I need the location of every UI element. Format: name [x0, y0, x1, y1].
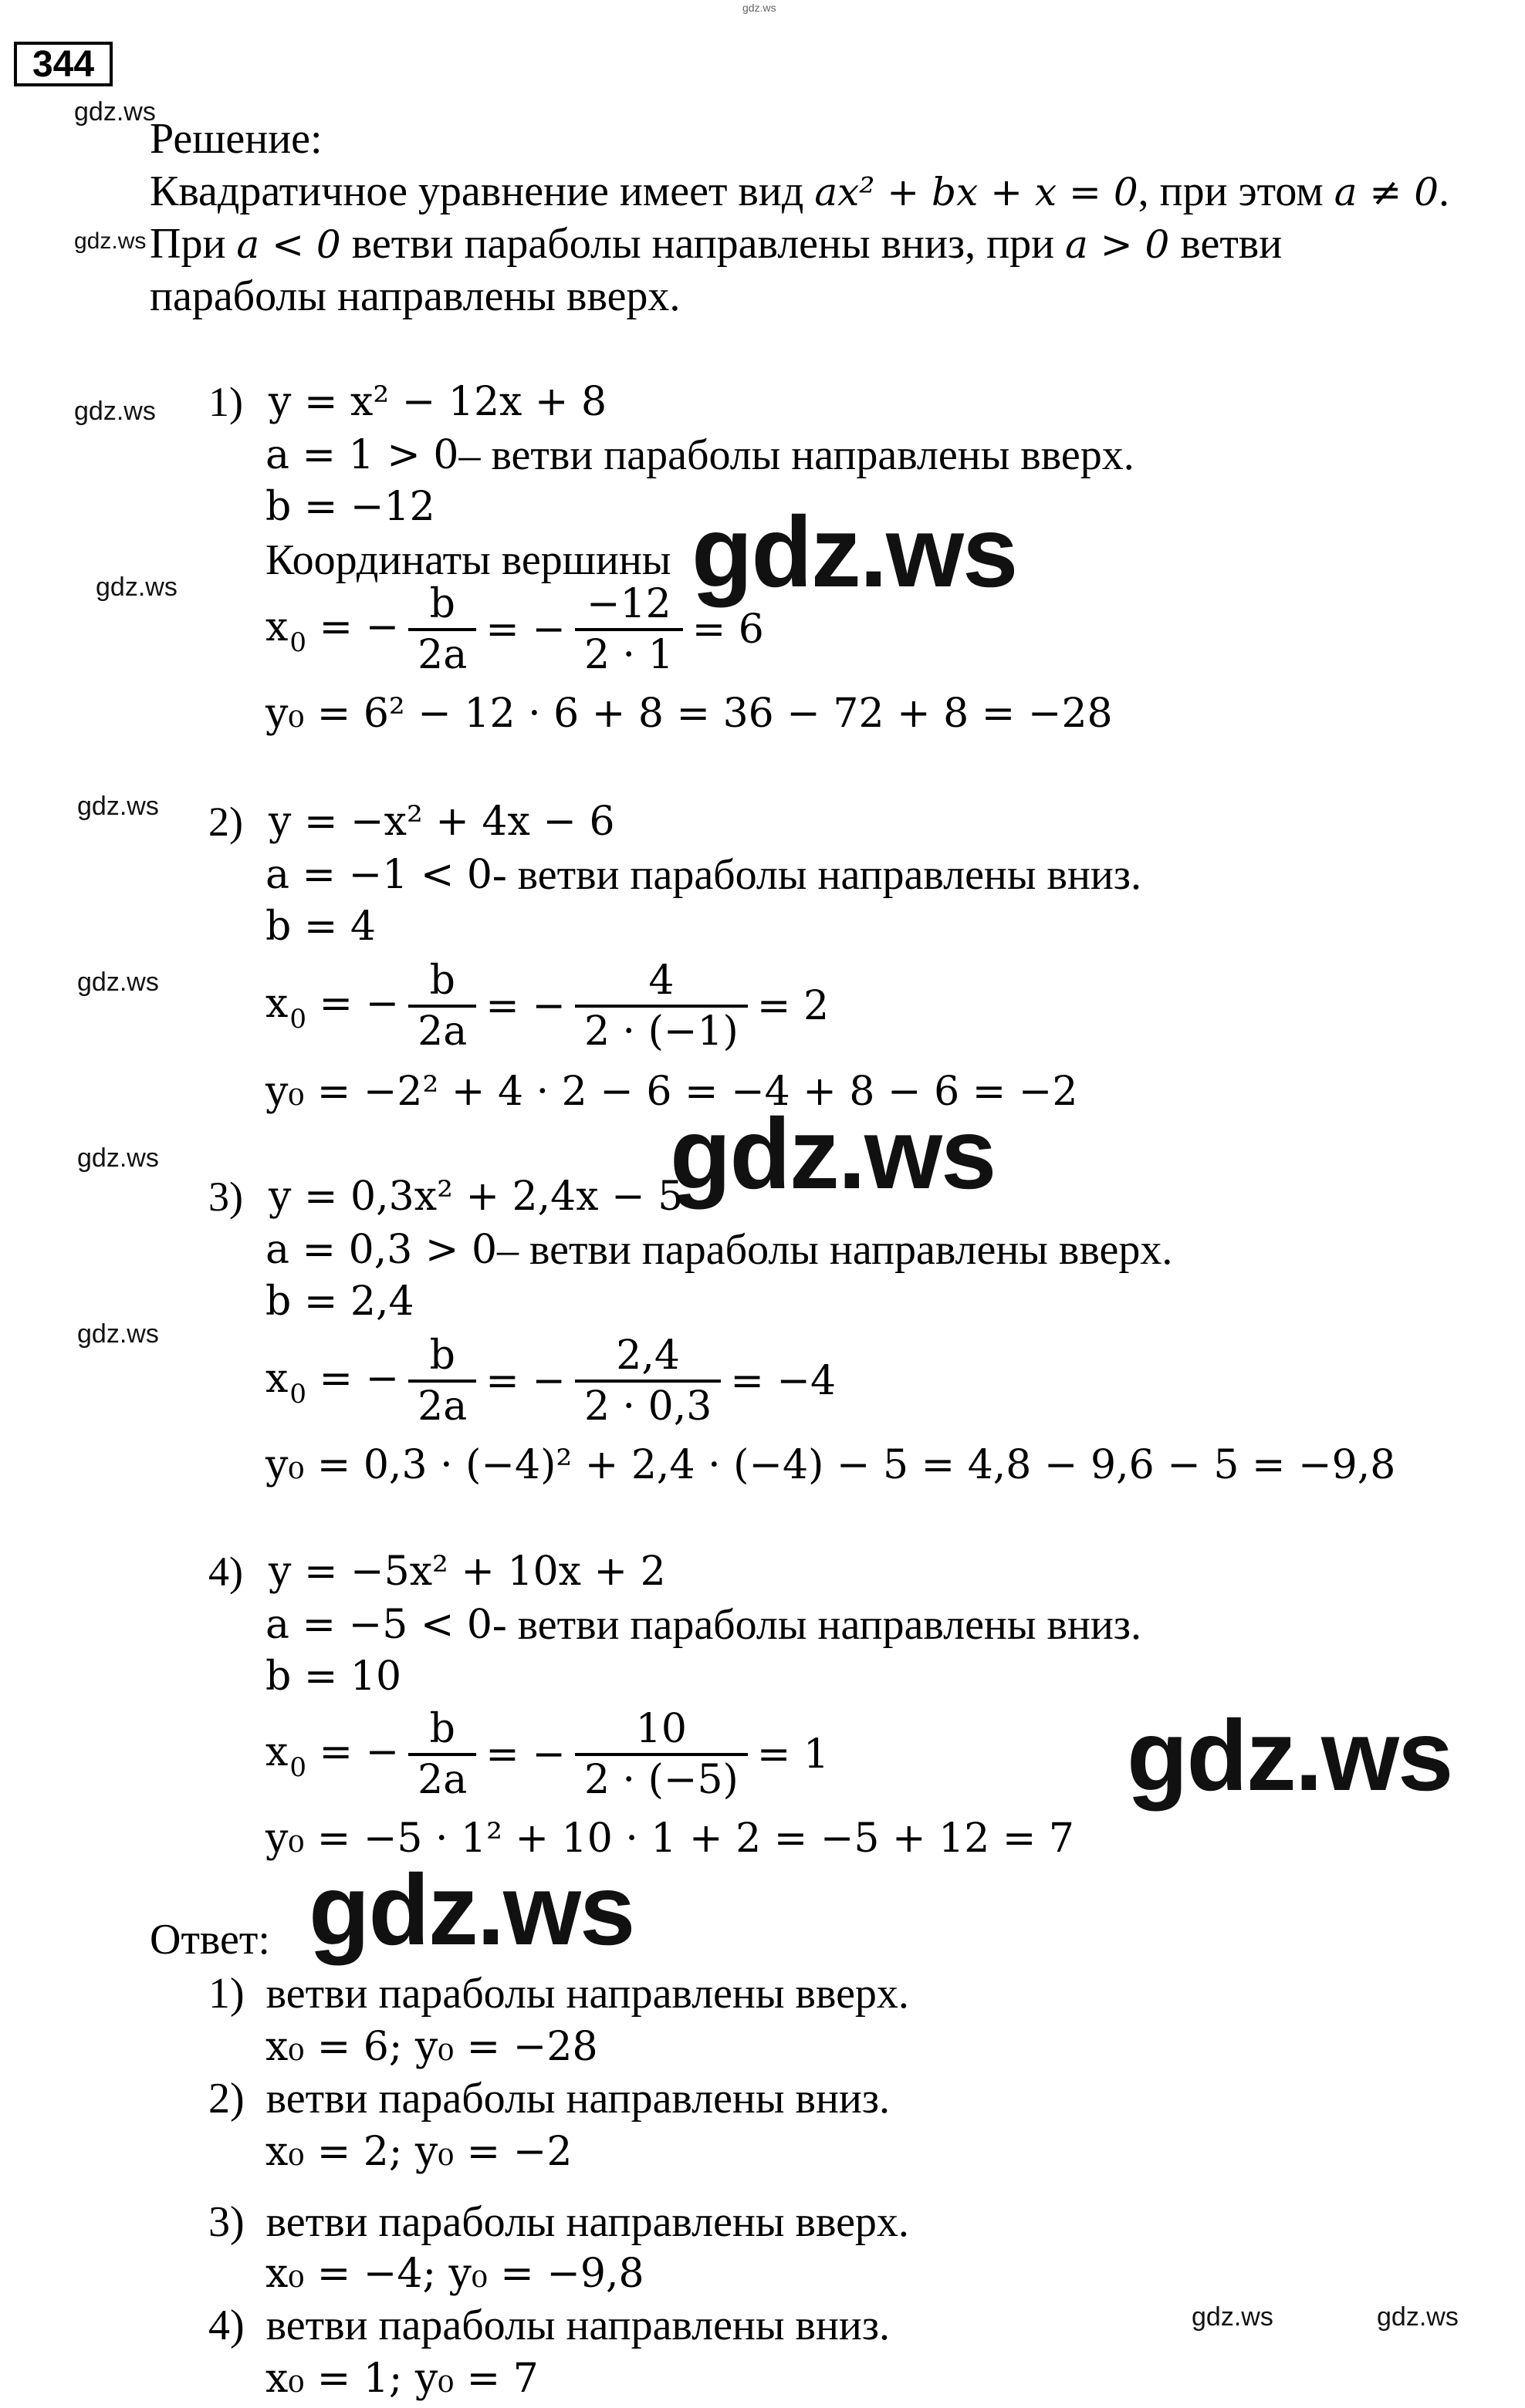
fraction: $\frac{-12}{2 \cdot 1}$: [575, 580, 683, 679]
item-2-y0: y₀ = −2² + 4 · 2 − 6 = −4 + 8 − 6 = −2: [265, 1069, 1078, 1115]
watermark-large: gdz.ws: [309, 1853, 634, 1966]
watermark-large: gdz.ws: [670, 1097, 996, 1210]
answer-1-text: 1) ветви параболы направлены вверх.: [208, 1970, 909, 2018]
answer-2-text: 2) ветви параболы направлены вниз.: [208, 2075, 891, 2123]
fraction: $\frac{b}{2a}$: [408, 580, 476, 679]
intro-line-1: Квадратичное уравнение имеет вид ax² + bx + x = 0, при этом a ≠ 0.: [150, 167, 1450, 215]
watermark-tiny: gdz.ws: [742, 2, 776, 14]
fraction: $\frac{2,4}{2 \cdot 0,3}$: [575, 1332, 721, 1430]
item-1-equation: 1) y = x² − 12x + 8: [208, 379, 607, 425]
answer-heading: Ответ:: [150, 1916, 270, 1964]
item-4-y0: y₀ = −5 · 1² + 10 · 1 + 2 = −5 + 12 = 7: [265, 1815, 1074, 1862]
watermark-large: gdz.ws: [691, 495, 1017, 608]
fraction: $\frac{b}{2a}$: [408, 1332, 476, 1430]
item-4-x0: $x_0$ = − $\frac{b}{2a}$ = − $\frac{10}{2 \cdot (-5)}$ = 1: [265, 1706, 830, 1803]
fraction: $\frac{4}{2 \cdot (-1)}$: [575, 957, 748, 1055]
item-1-vertex-label: Координаты вершины: [265, 536, 671, 584]
watermark-small: gdz.ws: [77, 968, 159, 997]
item-2-x0: $x_0$ = − $\frac{b}{2a}$ = − $\frac{4}{2 \cdot (-1)}$ = 2: [265, 957, 830, 1055]
item-2-a-line: a = −1 < 0 - ветви параболы направлены вниз.: [265, 851, 1142, 899]
fraction: $\frac{b}{2a}$: [408, 957, 476, 1055]
item-1-a-line: a = 1 > 0 – ветви параболы направлены вверх.: [265, 431, 1134, 479]
fraction: $\frac{10}{2 \cdot (-5)}$: [575, 1705, 748, 1804]
watermark-small: gdz.ws: [77, 1319, 159, 1349]
watermark-small: gdz.ws: [77, 792, 159, 821]
item-1-b-line: b = −12: [265, 484, 435, 530]
watermark-small: gdz.ws: [74, 97, 156, 127]
answer-3-values: x₀ = −4; y₀ = −9,8: [265, 2251, 644, 2297]
answer-3-text: 3) ветви параболы направлены вверх.: [208, 2198, 909, 2246]
watermark-small: gdz.ws: [96, 572, 178, 602]
fraction: $\frac{b}{2a}$: [408, 1705, 476, 1804]
item-3-x0: $x_0$ = − $\frac{b}{2a}$ = − $\frac{2,4}{2 \cdot 0,3}$ = −4: [265, 1332, 837, 1430]
task-number-badge: 344: [14, 42, 113, 86]
item-1-y0: y₀ = 6² − 12 · 6 + 8 = 36 − 72 + 8 = −28: [265, 691, 1113, 737]
watermark-large: gdz.ws: [1127, 1699, 1452, 1812]
answer-1-values: x₀ = 6; y₀ = −28: [265, 2024, 598, 2070]
item-1-x0: $x_0$ = − $\frac{b}{2a}$ = − $\frac{-12}{2 \cdot 1}$ = 6: [265, 581, 764, 678]
item-4-b-line: b = 10: [265, 1653, 402, 1700]
item-3-y0: y₀ = 0,3 · (−4)² + 2,4 · (−4) − 5 = 4,8 − 9,6 − 5 = −9,8: [265, 1442, 1396, 1488]
watermark-small: gdz.ws: [74, 228, 147, 254]
answer-2-values: x₀ = 2; y₀ = −2: [265, 2129, 573, 2175]
item-2-equation: 2) y = −x² + 4x − 6: [208, 799, 615, 845]
item-3-b-line: b = 2,4: [265, 1278, 414, 1325]
item-3-a-line: a = 0,3 > 0 – ветви параболы направлены вверх.: [265, 1226, 1173, 1274]
watermark-small: gdz.ws: [1192, 2302, 1273, 2332]
intro-line-3: параболы направлены вверх.: [150, 272, 681, 320]
item-2-b-line: b = 4: [265, 903, 376, 950]
watermark-small: gdz.ws: [1377, 2302, 1459, 2332]
item-4-equation: 4) y = −5x² + 10x + 2: [208, 1548, 666, 1595]
watermark-small: gdz.ws: [74, 397, 156, 426]
item-4-a-line: a = −5 < 0 - ветви параболы направлены вниз.: [265, 1601, 1142, 1649]
answer-4-text: 4) ветви параболы направлены вниз.: [208, 2302, 891, 2349]
intro-line-2: При a < 0 ветви параболы направлены вниз, при a > 0 ветви: [150, 220, 1283, 268]
item-3-equation: 3) y = 0,3x² + 2,4x − 5: [208, 1174, 684, 1220]
answer-4-values: x₀ = 1; y₀ = 7: [265, 2356, 539, 2402]
solution-heading: Решение:: [150, 115, 323, 163]
watermark-small: gdz.ws: [77, 1143, 159, 1173]
